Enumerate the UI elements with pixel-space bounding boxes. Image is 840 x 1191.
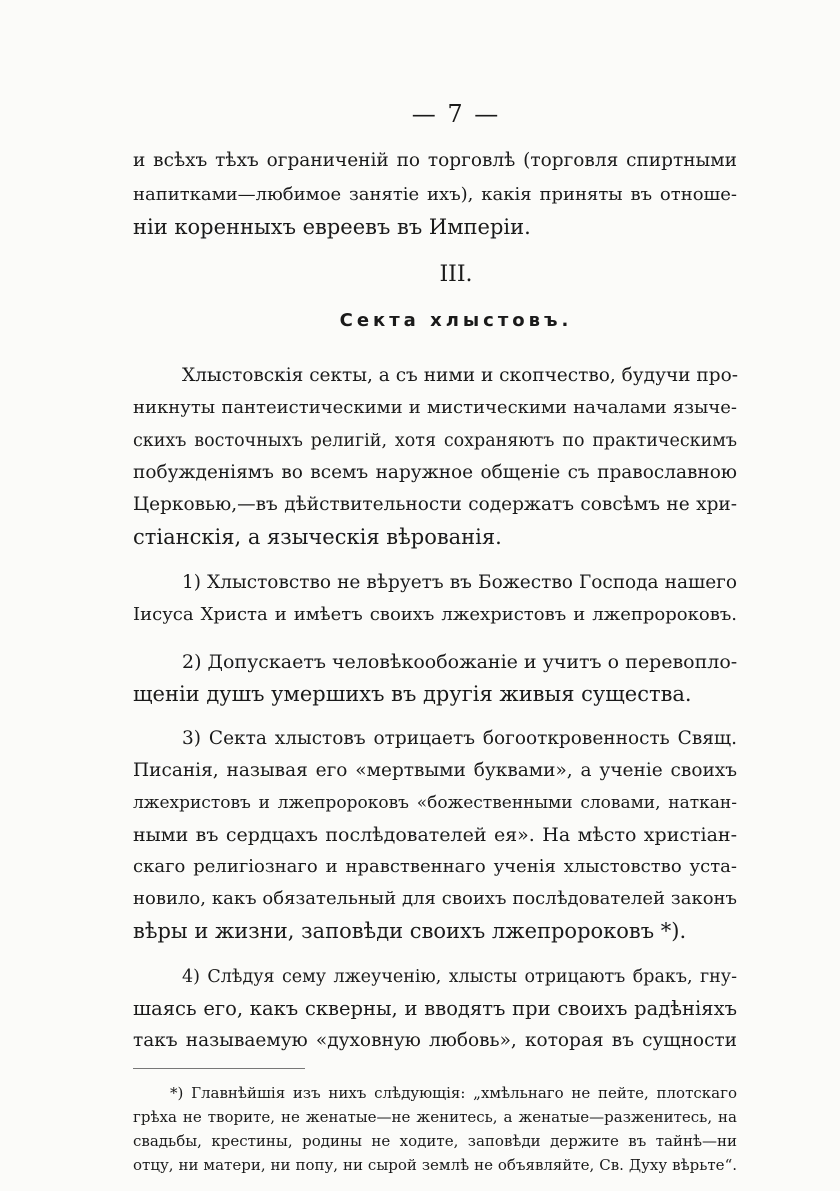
text-line: шаясь его, какъ скверны, и вводятъ при своихъ радѣніяхъ [133,997,737,1020]
text-line: 2) Допускаетъ человѣкообожаніе и учитъ о перевопло- [182,651,738,673]
text-line: напитками—любимое занятіе ихъ), какія приняты въ отноше- [133,184,737,205]
text-line: 1) Хлыстовство не вѣруетъ въ Божество Господа нашего [182,572,737,593]
text-line: скихъ восточныхъ религій, хотя сохраняютъ по практическимъ [133,431,737,451]
text-line: Церковью,—въ дѣйствительности содержатъ совсѣмъ не хри- [133,494,737,515]
section-title: Секта хлыстовъ. [339,310,573,331]
footnote-line: грѣха не творите, не женатые—не женитесь, а женатые—разженитесь, на [133,1108,737,1126]
text-line: новило, какъ обязательный для своихъ послѣдователей законъ [133,888,737,909]
text-line: Писанія, называя его «мертвыми буквами», а ученіе своихъ [133,760,737,781]
text-line: стіанскія, а языческія вѣрованія. [133,525,502,549]
text-line: 3) Секта хлыстовъ отрицаетъ богооткровенность Свящ. [182,728,737,749]
text-line: лжехристовъ и лжепророковъ «божественными словами, наткан- [133,793,737,813]
text-line: и всѣхъ тѣхъ ограниченій по торговлѣ (торговля спиртными [133,150,737,171]
text-line: ными въ сердцахъ послѣдователей ея». На мѣсто христіан- [133,824,737,846]
footnote-line: отцу, ни матери, ни попу, ни сырой землѣ не объявляйте, Св. Духу вѣрьте“. [133,1156,737,1174]
text-line: побужденіямъ во всемъ наружное общеніе съ православною [133,462,737,483]
text-line: никнуты пантеистическими и мистическими началами языче- [133,397,737,418]
text-line: Хлыстовскія секты, а съ ними и скопчество, будучи про- [182,365,738,386]
page-number: — 7 — [411,100,501,128]
text-line: такъ называемую «духовную любовь», которая въ сущности [133,1030,737,1051]
footnote-line: свадьбы, крестины, родины не ходите, заповѣди держите въ тайнѣ—ни [133,1132,737,1150]
text-line: ніи коренныхъ евреевъ въ Имперіи. [133,215,531,239]
text-line: Іисуса Христа и имѣетъ своихъ лжехристовъ и лжепророковъ. [133,604,737,625]
text-line: 4) Слѣдуя сему лжеученію, хлысты отрицаютъ бракъ, гну- [182,967,737,987]
text-line: скаго религіознаго и нравственнаго ученія хлыстовство уста- [133,856,737,877]
text-line: щеніи душъ умершихъ въ другія живыя существа. [133,682,692,706]
text-line: вѣры и жизни, заповѣди своихъ лжепророковъ *). [133,919,687,943]
footnote-line: *) Главнѣйшія изъ нихъ слѣдующія: „хмѣльнаго не пейте, плотскаго [170,1084,737,1102]
footnote-divider [133,1068,305,1069]
section-number: III. [439,262,473,287]
